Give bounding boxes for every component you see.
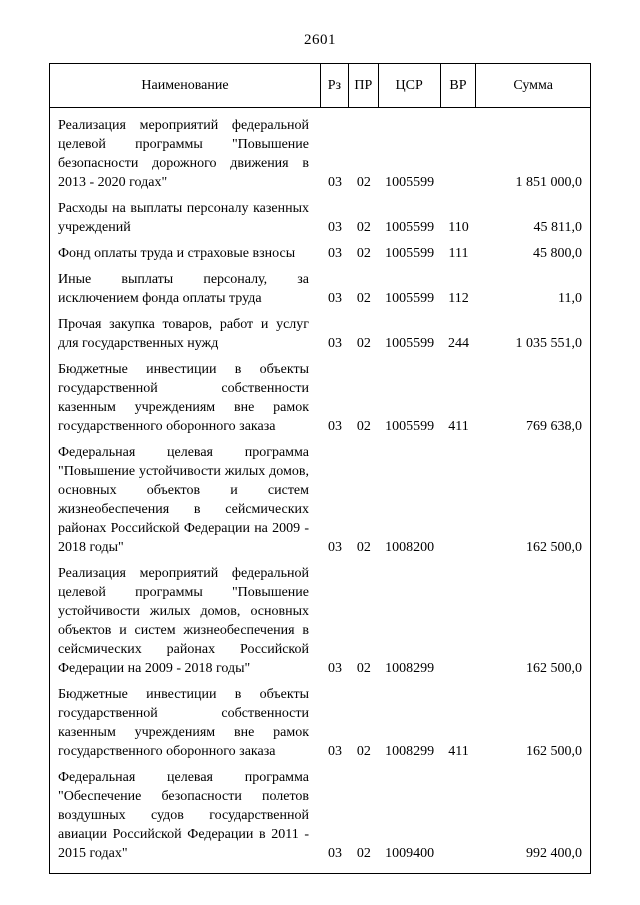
budget-table [49, 63, 591, 874]
table-row [50, 443, 590, 557]
csr-cell: 1009400 [385, 846, 435, 861]
table-row [50, 685, 590, 761]
summa-cell: 45 811,0 [533, 220, 583, 235]
rz-cell: 03 [327, 246, 342, 261]
pr-cell: 02 [356, 175, 371, 190]
csr-cell: 1005599 [385, 419, 435, 434]
name-cell: Прочая закупка товаров, работ и услуг для государственных нужд [58, 317, 310, 351]
csr-cell: 1005599 [385, 246, 435, 261]
vr-cell: 112 [448, 291, 469, 306]
table-row [50, 768, 590, 863]
summa-cell: 162 500,0 [526, 540, 583, 555]
rz-cell: 03 [327, 744, 342, 759]
csr-cell: 1008200 [385, 540, 435, 555]
table-row [50, 270, 590, 308]
name-cell: Фонд оплаты труда и страховые взносы [58, 246, 296, 261]
table-row [50, 116, 590, 192]
csr-cell: 1005599 [385, 175, 435, 190]
rz-cell: 03 [327, 175, 342, 190]
table-row [50, 244, 590, 263]
summa-cell: 11,0 [558, 291, 583, 306]
name-cell: Федеральная целевая программа "Обеспечение безопасности полетов воздушных судов государственной авиации Российской Федерации в 2011 - 2015 годах" [58, 770, 310, 861]
pr-cell: 02 [356, 246, 371, 261]
name-cell: Федеральная целевая программа "Повышение устойчивости жилых домов, основных объектов и систем жизнеобеспечения в сейсмических районах Российской Федерации на 2009 - 2018 годы" [58, 445, 310, 555]
pr-cell: 02 [356, 744, 371, 759]
rz-cell: 03 [327, 336, 342, 351]
name-cell: Реализация мероприятий федеральной целевой программы "Повышение устойчивости жилых домов, основных объектов и систем жизнеобеспечения в сейсмических районах Российской Федерации на 2009 - 2018 годы" [58, 566, 310, 676]
name-cell: Расходы на выплаты персоналу казенных учреждений [58, 201, 310, 235]
summa-cell: 162 500,0 [526, 744, 583, 759]
summa-cell: 162 500,0 [526, 661, 583, 676]
table-body [49, 108, 591, 874]
pr-cell: 02 [356, 661, 371, 676]
name-cell: Иные выплаты персоналу, за исключением фонда оплаты труда [58, 272, 310, 306]
vr-cell: 111 [448, 246, 469, 261]
header-rz: Рз [321, 64, 349, 107]
table-row [50, 199, 590, 237]
csr-cell: 1008299 [385, 744, 435, 759]
page-number: 2601 [304, 32, 336, 48]
summa-cell: 1 035 551,0 [515, 336, 583, 351]
pr-cell: 02 [356, 220, 371, 235]
header-summa: Сумма [513, 77, 554, 93]
name-cell: Реализация мероприятий федеральной целевой программы "Повышение безопасности дорожного движения в 2013 - 2020 годах" [58, 118, 310, 190]
summa-cell: 769 638,0 [526, 419, 583, 434]
rz-cell: 03 [327, 220, 342, 235]
vr-cell: 244 [447, 336, 469, 351]
header-csr: ЦСР [379, 64, 441, 107]
table-row [50, 360, 590, 436]
summa-cell: 1 851 000,0 [515, 175, 583, 190]
vr-cell: 110 [448, 220, 469, 235]
csr-cell: 1008299 [385, 661, 435, 676]
table-header-row [49, 63, 591, 108]
summa-cell: 45 800,0 [533, 246, 583, 261]
header-name: Наименование [50, 64, 321, 107]
rz-cell: 03 [327, 661, 342, 676]
rz-cell: 03 [327, 846, 342, 861]
vr-cell: 411 [448, 744, 469, 759]
name-cell: Бюджетные инвестиции в объекты государственной собственности казенным учреждениям вне рамок государственного оборонного заказа [58, 687, 310, 759]
pr-cell: 02 [356, 336, 371, 351]
pr-cell: 02 [356, 291, 371, 306]
vr-cell: 411 [448, 419, 469, 434]
table-row [50, 315, 590, 353]
csr-cell: 1005599 [385, 336, 435, 351]
pr-cell: 02 [356, 846, 371, 861]
header-pr: ПР [349, 64, 379, 107]
pr-cell: 02 [356, 540, 371, 555]
csr-cell: 1005599 [385, 220, 435, 235]
pr-cell: 02 [356, 419, 371, 434]
header-vr: ВР [441, 64, 477, 107]
table-row [50, 564, 590, 678]
rz-cell: 03 [327, 419, 342, 434]
summa-cell: 992 400,0 [526, 846, 583, 861]
csr-cell: 1005599 [385, 291, 435, 306]
rz-cell: 03 [327, 540, 342, 555]
name-cell: Бюджетные инвестиции в объекты государственной собственности казенным учреждениям вне рамок государственного оборонного заказа [58, 362, 310, 434]
rz-cell: 03 [327, 291, 342, 306]
